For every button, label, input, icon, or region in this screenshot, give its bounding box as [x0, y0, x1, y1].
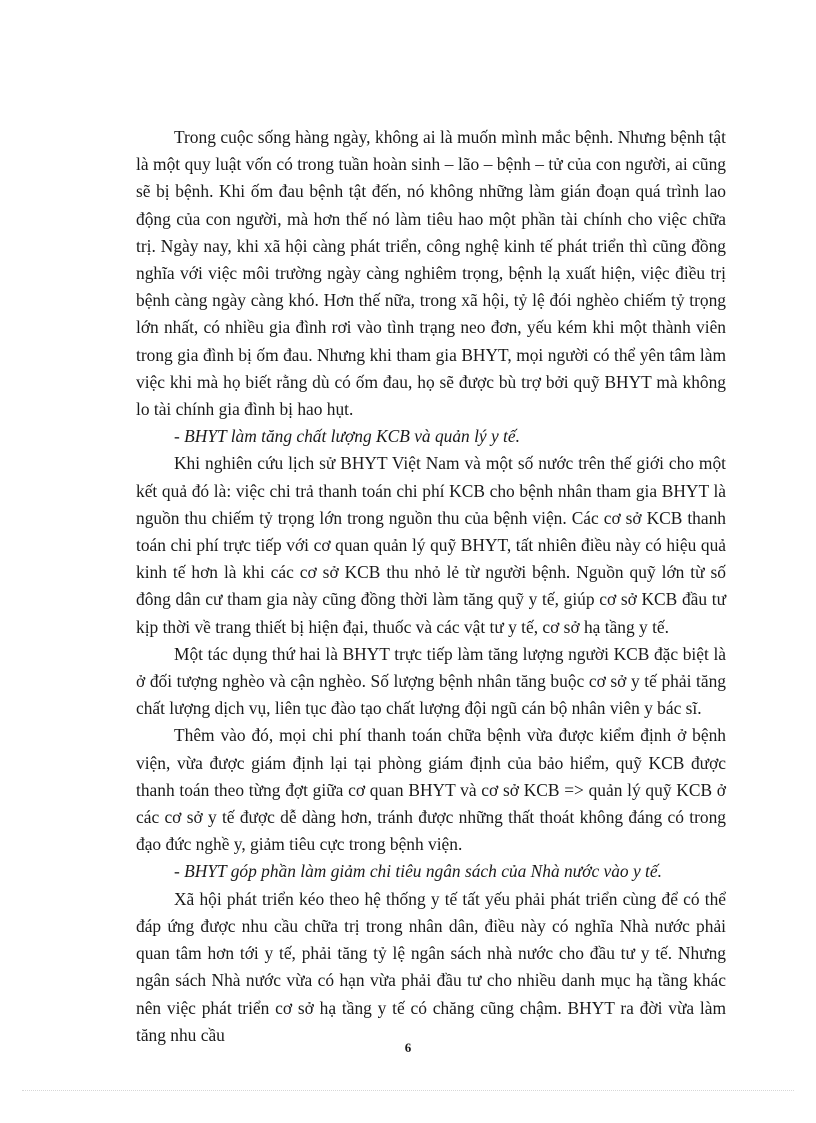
paragraph-payment: Thêm vào đó, mọi chi phí thanh toán chữa bệnh vừa được kiểm định ở bệnh viện, vừa được giám định lại tại phòng giám định của bảo hiểm, quỹ KCB được thanh toán theo từng đợt giữa cơ quan BHYT và cơ sở KCB => quản lý quỹ KCB ở các cơ sở y tế được dễ dàng hơn, tránh được những thất thoát không đáng có trong đạo đức nghề y, giảm tiêu cực trong bệnh viện.: [136, 725, 726, 855]
paragraph-history: Khi nghiên cứu lịch sử BHYT Việt Nam và một số nước trên thế giới cho một kết quả đó là: việc chi trả thanh toán chi phí KCB cho bệnh nhân tham gia BHYT là nguồn thu chiếm tỷ trọng lớn trong nguồn thu của bệnh viện. Các cơ sở KCB thanh toán chi phí trực tiếp với cơ quan quản lý quỹ BHYT, tất nhiên điều này có hiệu quả kinh tế hơn là khi các cơ sở KCB thu nhỏ lẻ từ người bệnh. Nguồn quỹ lớn từ số đông dân cư tham gia này cũng đồng thời làm tăng quỹ y tế, giúp cơ sở KCB đầu tư kịp thời về trang thiết bị hiện đại, thuốc và các vật tư y tế, cơ sở hạ tầng y tế.: [136, 453, 726, 637]
paragraph-intro: Trong cuộc sống hàng ngày, không ai là muốn mình mắc bệnh. Nhưng bệnh tật là một quy luật vốn có trong tuần hoàn sinh – lão – bệnh – tử của con người, ai cũng sẽ bị bệnh. Khi ốm đau bệnh tật đến, nó không những làm gián đoạn quá trình lao động của con người, mà hơn thế nó làm tiêu hao một phần tài chính cho việc chữa trị. Ngày nay, khi xã hội càng phát triển, công nghệ kinh tế phát triển thì cũng đồng nghĩa với việc môi trường ngày càng nghiêm trọng, bệnh lạ xuất hiện, việc điều trị bệnh càng ngày càng khó. Hơn thế nữa, trong xã hội, tỷ lệ đói nghèo chiếm tỷ trọng lớn nhất, có nhiều gia đình rơi vào tình trạng neo đơn, yếu kém khi một thành viên trong gia đình bị ốm đau. Nhưng khi tham gia BHYT, mọi người có thể yên tâm làm việc khi mà họ biết rằng dù có ốm đau, họ sẽ được bù trợ bởi quỹ BHYT mà không lo tài chính gia đình bị hao hụt.: [136, 127, 726, 420]
paragraph-second-effect: Một tác dụng thứ hai là BHYT trực tiếp làm tăng lượng người KCB đặc biệt là ở đối tượng nghèo và cận nghèo. Số lượng bệnh nhân tăng buộc cơ sở y tế phải tăng chất lượng dịch vụ, liên tục đào tạo chất lượng đội ngũ cán bộ nhân viên y bác sĩ.: [136, 643, 726, 719]
section-heading-budget: - BHYT góp phần làm giảm chi tiêu ngân sách của Nhà nước vào y tế.: [174, 861, 662, 882]
section-heading-quality: - BHYT làm tăng chất lượng KCB và quản lý y tế.: [174, 426, 520, 447]
paragraph-budget: Xã hội phát triển kéo theo hệ thống y tế tất yếu phải phát triển cùng để có thể đáp ứng được nhu cầu chữa trị trong nhân dân, điều này có nghĩa Nhà nước phải quan tâm hơn tới y tế, phải tăng tỷ lệ ngân sách nhà nước cho đầu tư y tế. Nhưng ngân sách Nhà nước vừa có hạn vừa phải đầu tư cho nhiều danh mục hạ tầng khác nên việc phát triển cơ sở hạ tầng y tế có chăng cũng chậm. BHYT ra đời vừa làm tăng nhu cầu: [136, 888, 726, 1045]
page-bottom-divider: [22, 1090, 794, 1091]
page-number: 6: [404, 1040, 412, 1055]
document-body: [136, 124, 726, 1049]
